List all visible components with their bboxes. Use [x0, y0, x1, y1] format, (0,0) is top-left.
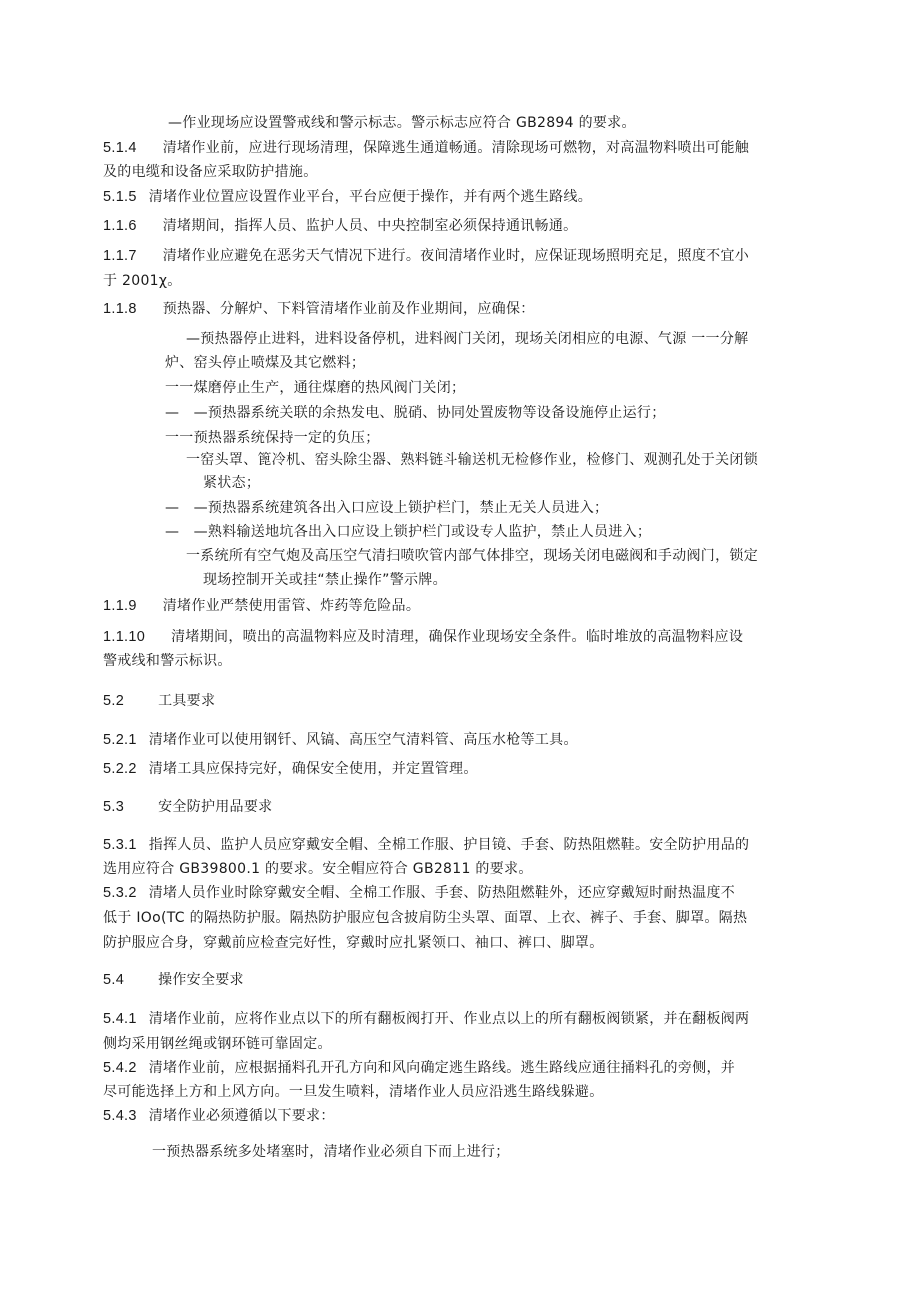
list-item: —预热器停止进料，进料设备停机，进料阀门关闭，现场关闭相应的电源、气源 一一分解 — [186, 331, 749, 347]
clause-5-3-2: 5.3.2 清堵人员作业时除穿戴安全帽、全棉工作服、手套、防热阻燃鞋外，还应穿戴短时耐热温度不 — [103, 885, 736, 901]
section-number: 5.4 — [103, 972, 125, 988]
list-item: — —预热器系统关联的余热发电、脱硝、协同处置废物等设备设施停止运行； — [165, 405, 666, 421]
clause-number: 5.4.3 — [103, 1108, 137, 1124]
clause-1-1-9: 1.1.9 清堵作业严禁使用雷管、炸药等危险品。 — [103, 598, 421, 614]
text-line: 选用应符合 GB39800.1 的要求。安全帽应符合 GB2811 的要求。 — [103, 861, 533, 877]
clause-1-1-6: 1.1.6 清堵期间，指挥人员、监护人员、中央控制室必须保持通讯畅通。 — [103, 218, 578, 234]
text-line: 防护服应合身，穿戴前应检查完好性，穿戴时应扎紧领口、袖口、裤口、脚罩。 — [103, 935, 604, 951]
text-line: 炉、窑头停止喷煤及其它燃料； — [165, 355, 366, 371]
section-number: 5.3 — [103, 799, 125, 815]
section-5-2-heading: 5.2 工具要求 — [103, 693, 216, 709]
list-item: 一一煤磨停止生产，通往煤磨的热风阀门关闭； — [165, 380, 466, 396]
text-line: 现场控制开关或挂“禁止操作”警示牌。 — [203, 572, 447, 588]
clause-5-4-1: 5.4.1 清堵作业前，应将作业点以下的所有翻板阀打开、作业点以上的所有翻板阀锁紧，并在翻板阀两 — [103, 1011, 750, 1027]
clause-number: 5.1.4 — [103, 140, 137, 156]
clause-number: 1.1.10 — [103, 629, 146, 645]
clause-5-4-3: 5.4.3 清堵作业必须遵循以下要求： — [103, 1108, 335, 1124]
clause-5-2-1: 5.2.1 清堵作业可以使用钢钎、风镐、高压空气清料管、高压水枪等工具。 — [103, 732, 578, 748]
clause-number: 5.4.1 — [103, 1011, 137, 1027]
text-line: 紧状态； — [203, 475, 261, 491]
text-line: 尽可能选择上方和上风方向。一旦发生喷料，清堵作业人员应沿逃生路线躲避。 — [103, 1084, 604, 1100]
list-item: 一预热器系统多处堵塞时，清堵作业必须自下而上进行； — [152, 1144, 510, 1160]
clause-5-3-1: 5.3.1 指挥人员、监护人员应穿戴安全帽、全棉工作服、护目镜、手套、防热阻燃鞋。安全防护用品的 — [103, 837, 750, 853]
section-number: 5.2 — [103, 693, 125, 709]
clause-number: 5.4.2 — [103, 1060, 137, 1076]
list-item: 一一预热器系统保持一定的负压； — [165, 430, 380, 446]
section-5-4-heading: 5.4 操作安全要求 — [103, 972, 244, 988]
clause-5-2-2: 5.2.2 清堵工具应保持完好，确保安全使用，并定置管理。 — [103, 761, 478, 777]
text-line: —作业现场应设置警戒线和警示标志。警示标志应符合 GB2894 的要求。 — [168, 115, 636, 131]
clause-number: 1.1.9 — [103, 598, 137, 614]
clause-number: 5.3.1 — [103, 837, 137, 853]
list-item: 一窑头罩、篦冷机、窑头除尘器、熟料链斗输送机无检修作业，检修门、观测孔处于关闭锁 — [186, 452, 758, 468]
clause-number: 1.1.6 — [103, 218, 137, 234]
text-line: 低于 IOo(TC 的隔热防护服。隔热防护服应包含披肩防尘头罩、面罩、上衣、裤子、手套、脚罩。隔热 — [103, 910, 748, 926]
text-line: 侧均采用钢丝绳或钢环链可靠固定。 — [103, 1036, 332, 1052]
list-item: — —熟料输送地坑各出入口应设上锁护栏门或设专人监护，禁止人员进入； — [165, 524, 652, 540]
section-5-3-heading: 5.3 安全防护用品要求 — [103, 799, 273, 815]
clause-number: 1.1.8 — [103, 301, 137, 317]
list-item: — —预热器系统建筑各出入口应设上锁护栏门，禁止无关人员进入； — [165, 500, 609, 516]
clause-5-1-5: 5.1.5 清堵作业位置应设置作业平台，平台应便于操作，并有两个逃生路线。 — [103, 189, 593, 205]
clause-1-1-8: 1.1.8 预热器、分解炉、下料管清堵作业前及作业期间，应确保： — [103, 301, 535, 317]
clause-number: 5.2.2 — [103, 761, 137, 777]
clause-1-1-10: 1.1.10 清堵期间，喷出的高温物料应及时清理，确保作业现场安全条件。临时堆放的高温物料应设 — [103, 629, 744, 645]
clause-number: 5.1.5 — [103, 189, 137, 205]
text-line: 及的电缆和设备应采取防护措施。 — [103, 164, 318, 180]
clause-5-1-4: 5.1.4 清堵作业前，应进行现场清理，保障逃生通道畅通。清除现场可燃物，对高温物料喷出可能触 — [103, 140, 750, 156]
clause-1-1-7: 1.1.7 清堵作业应避免在恶劣天气情况下进行。夜间清堵作业时，应保证现场照明充足，照度不宜小 — [103, 248, 750, 264]
clause-5-4-2: 5.4.2 清堵作业前，应根据捅料孔开孔方向和风向确定逃生路线。逃生路线应通往捅料孔的旁侧，并 — [103, 1060, 736, 1076]
clause-number: 5.3.2 — [103, 885, 137, 901]
text-line: 于 2001χ。 — [103, 273, 182, 289]
clause-number: 5.2.1 — [103, 732, 137, 748]
list-item: 一系统所有空气炮及高压空气清扫喷吹管内部气体排空，现场关闭电磁阀和手动阀门，锁定 — [186, 548, 758, 564]
clause-number: 1.1.7 — [103, 248, 137, 264]
text-line: 警戒线和警示标识。 — [103, 653, 232, 669]
